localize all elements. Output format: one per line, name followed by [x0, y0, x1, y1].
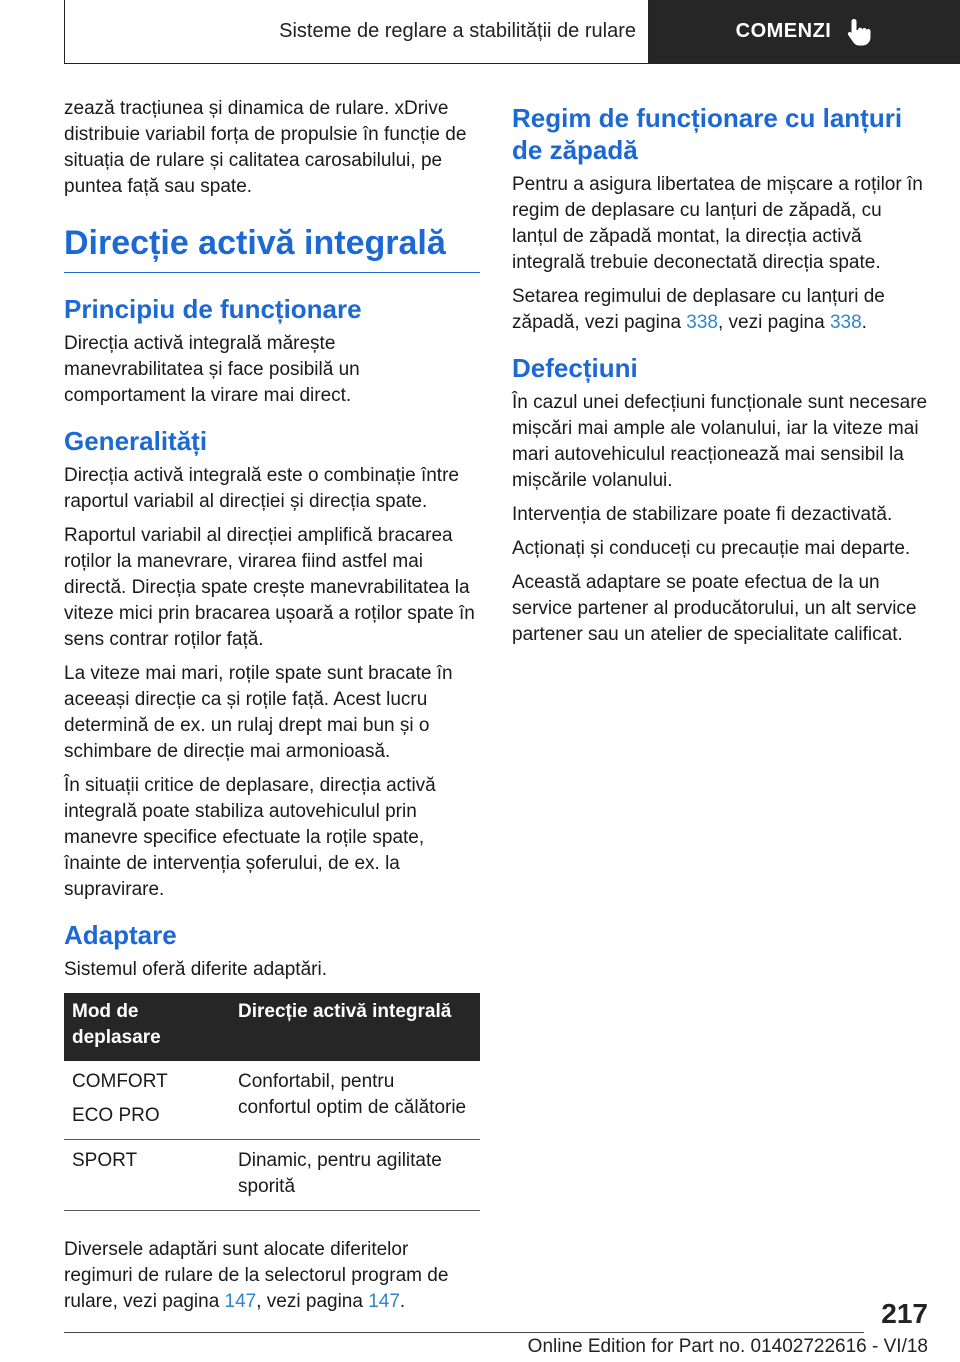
pointing-hand-icon	[845, 17, 873, 47]
general-paragraph: La viteze mai mari, roțile spate sunt bracate în aceeași direcție ca și roțile față. Acest lucru determină de ex. un rulaj drept mai bun și o schimbare de direcție mai armonioasă.	[64, 663, 453, 762]
page-number: 217	[881, 1298, 928, 1329]
faults-paragraph: Intervenția de stabilizare poate fi dezactivată.	[512, 504, 893, 525]
principle-heading: Principiu de funcționare	[64, 294, 362, 324]
chains-heading: Regim de funcționare cu lanțuri de zăpadă	[512, 103, 903, 165]
general-paragraph: Raportul variabil al direcției amplifică bracarea roților la manevrare, virarea fiind astfel mai directă. Direcția spate crește manevrabilitatea la viteze mici prin bracarea ușoară a roților spate în sens contrar roților față.	[64, 525, 475, 650]
mode-value: ECO PRO	[72, 1105, 160, 1126]
page-link[interactable]: 338	[686, 312, 718, 333]
general-paragraph: În situații critice de deplasare, direcția activă integrală poate stabiliza autovehiculul prin manevre specifice efectuate la roțile spate, înainte de intervenția șoferului, de ex. la supravirare.	[64, 775, 436, 900]
intro-paragraph: zează tracțiunea și dinamica de rulare. xDrive distribuie variabil forța de propulsie în funcție de situația de rulare și calitatea carosabilului, pe puntea față sau spate.	[64, 98, 467, 197]
table-row	[64, 1140, 480, 1211]
mode-value: SPORT	[72, 1150, 138, 1171]
chapter-tab-label: COMENZI	[735, 20, 832, 42]
table-header: Direcție activă integrală	[230, 993, 480, 1061]
table-cell-desc: Confortabil, pentru confortul optim de călătorie	[230, 1061, 480, 1140]
chains-text: , vezi pagina	[718, 312, 830, 333]
page-link[interactable]: 147	[224, 1291, 257, 1312]
table-cell-desc: Dinamic, pentru agilitate sporită	[230, 1140, 480, 1211]
principle-paragraph: Direcția activă integrală mărește manevrabilitatea și face posibilă un comportament la virare mai direct.	[64, 333, 360, 406]
table-header: Mod de deplasare	[64, 993, 230, 1061]
right-column	[512, 96, 928, 656]
chains-paragraph	[512, 284, 928, 336]
adapt-heading: Adaptare	[64, 920, 177, 950]
table-cell-mode	[64, 1140, 230, 1211]
footer-divider	[64, 1332, 864, 1333]
main-heading: Direcție activă integrală	[64, 222, 480, 273]
chains-text: Setarea regimului de deplasare cu lanțuri de zăpadă, vezi pagina	[512, 286, 885, 333]
page-link[interactable]: 338	[829, 312, 862, 333]
left-column	[64, 96, 480, 1323]
table-header-row	[64, 993, 480, 1061]
section-title: Sisteme de reglare a stabilității de rulare	[65, 0, 649, 63]
after-table-text: .	[399, 1291, 406, 1312]
chapter-tab[interactable]	[649, 0, 960, 63]
chains-text: .	[861, 312, 867, 333]
general-heading: Generalități	[64, 426, 208, 456]
faults-paragraph: Acționați și conduceți cu precauție mai departe.	[512, 538, 911, 559]
mode-value: COMFORT	[72, 1071, 168, 1092]
faults-paragraph: În cazul unei defecțiuni funcționale sunt necesare mișcări mai ample ale volanului, iar la viteze mai mari autovehiculul reacționează mai sensibil la mișcările volanului.	[512, 392, 928, 491]
page-link[interactable]: 147	[368, 1291, 400, 1312]
adaptation-table	[64, 993, 480, 1211]
adapt-paragraph: Sistemul oferă diferite adaptări.	[64, 959, 327, 980]
table-cell-mode	[64, 1061, 230, 1140]
page-header	[64, 0, 960, 64]
after-table-paragraph	[64, 1237, 480, 1315]
after-table-text: , vezi pagina	[256, 1291, 369, 1312]
edition-footer: Online Edition for Part no. 01402722616 - VI/18	[527, 1336, 928, 1357]
general-paragraph: Direcția activă integrală este o combinație între raportul variabil al direcției și direcția spate.	[64, 465, 459, 512]
chains-paragraph: Pentru a asigura libertatea de mișcare a roților în regim de deplasare cu lanțuri de zăpadă, cu lanțul de zăpadă montat, la direcția activă integrală trebuie deconectată direcția spate.	[512, 174, 923, 273]
faults-heading: Defecțiuni	[512, 353, 638, 383]
after-table-text: Diversele adaptări sunt alocate diferitelor regimuri de rulare de la selectorul program de rulare, vezi pagina	[64, 1239, 449, 1312]
faults-paragraph: Această adaptare se poate efectua de la un service partener al producătorului, un alt service partener sau un atelier de specialitate calificat.	[512, 572, 917, 645]
table-row	[64, 1061, 480, 1140]
